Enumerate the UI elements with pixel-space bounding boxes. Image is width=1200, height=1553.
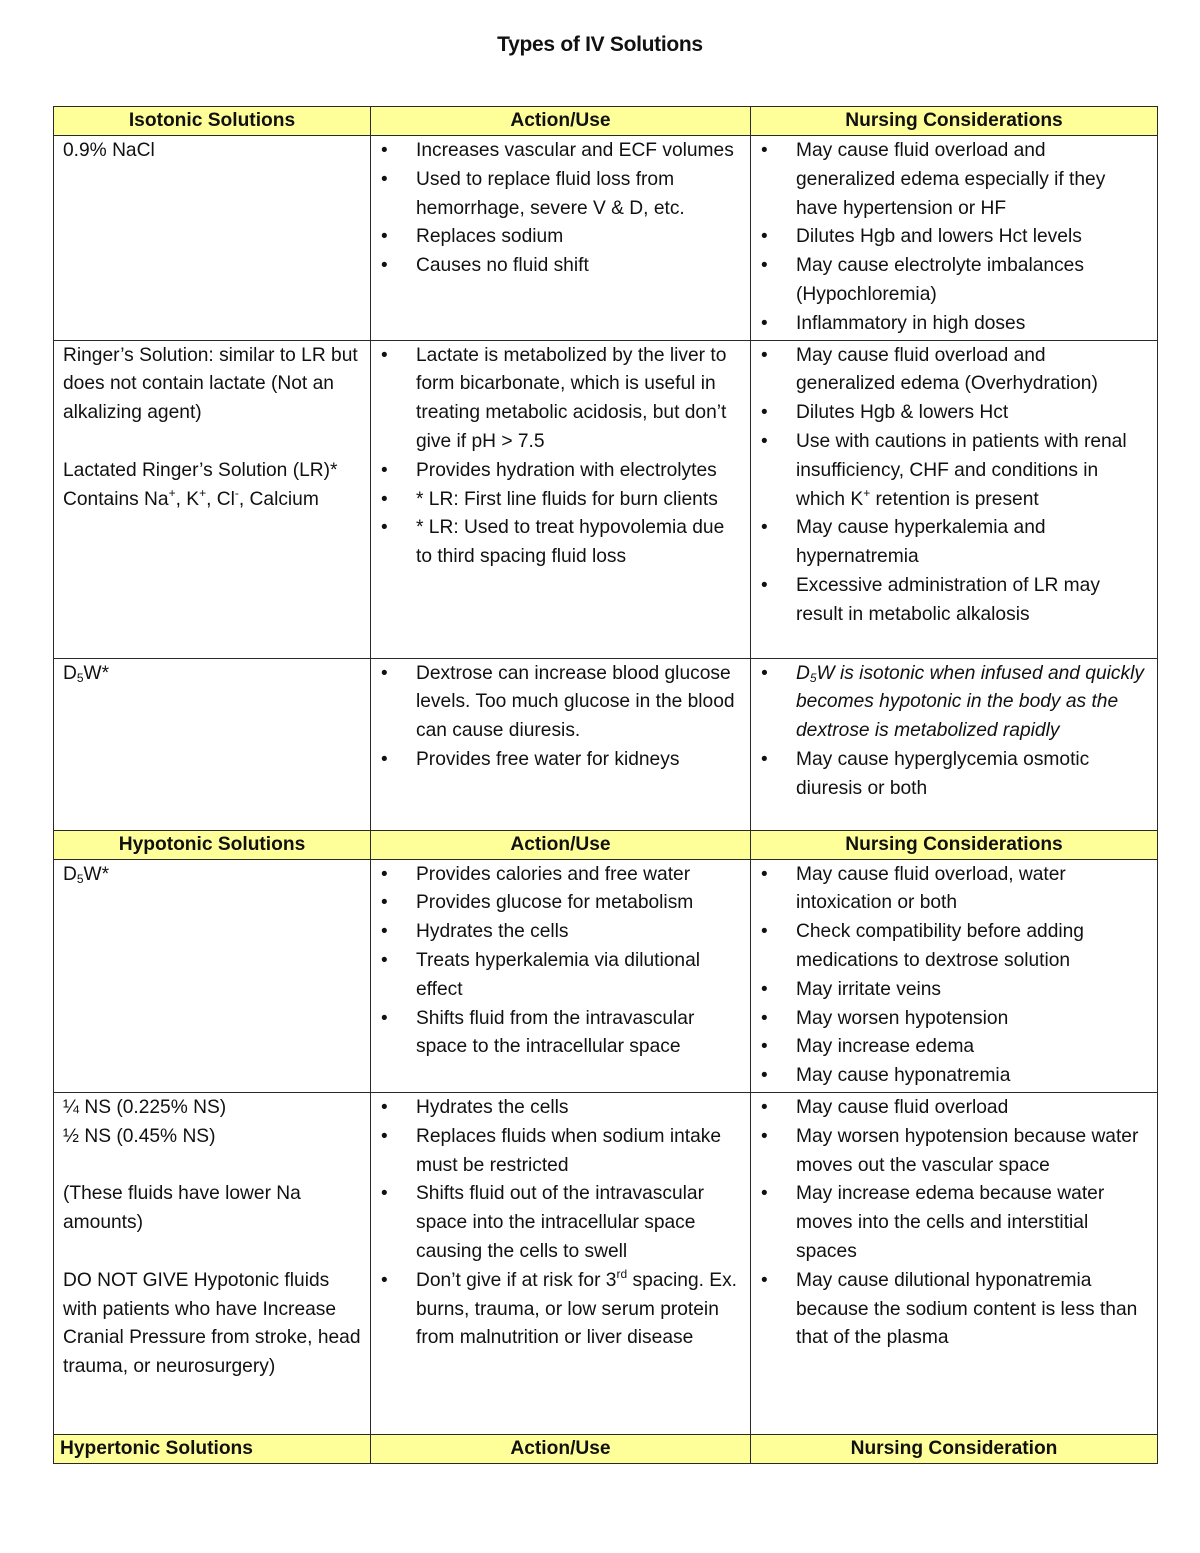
solution-warning: DO NOT GIVE Hypotonic fluids with patients who have Increase Cranial Pressure from stroke, head trauma, or neurosurgery) [63,1269,361,1378]
table-row [54,658,1158,830]
list-item: • Dextrose can increase blood glucose levels. Too much glucose in the blood can cause diuresis. [380,660,741,746]
solution-name: Ringer’s Solution: similar to LR but does not contain lactate (Not an alkalizing agent) [63,344,358,424]
list-item: • May cause hyponatremia [760,1062,1148,1091]
column-header-action: Action/Use [371,830,751,859]
solution-cell [54,340,371,658]
nursing-cell [751,340,1158,658]
list-item: • May cause fluid overload, water intoxication or both [760,861,1148,919]
list-item: • May increase edema because water moves into the cells and interstitial spaces [760,1180,1148,1266]
solution-cell [54,859,371,1092]
column-header-solution: Isotonic Solutions [54,107,371,136]
list-item: • Causes no fluid shift [380,252,741,281]
page-title: Types of IV Solutions [497,33,703,56]
column-header-solution: Hypotonic Solutions [54,830,371,859]
table-row [54,859,1158,1092]
nursing-cell [751,859,1158,1092]
list-item: • Replaces sodium [380,223,741,252]
list-item: • Excessive administration of LR may result in metabolic alkalosis [760,572,1148,630]
solution-name: $D_5W*$ [63,863,110,886]
list-item: • Provides glucose for metabolism [380,889,741,918]
list-item: • May worsen hypotension because water moves out the vascular space [760,1123,1148,1181]
list-item: • Shifts fluid from the intravascular space to the intracellular space [380,1005,741,1063]
list-item: • Used to replace fluid loss from hemorrhage, severe V & D, etc. [380,166,741,224]
solution-cell [54,658,371,830]
list-item: • * LR: First line fluids for burn clients [380,486,741,515]
list-item: • Inflammatory in high doses [760,310,1148,339]
solution-contents: Contains Na+, K+, Cl-, Calcium [63,485,319,510]
action-cell [371,340,751,658]
solution-name: Lactated Ringer’s Solution (LR)* [63,459,338,481]
list-item: • $D_5W$ is isotonic when infused and quickly becomes hypotonic in the body as the dextrose is metabolized rapidly [760,660,1148,746]
list-item: • Lactate is metabolized by the liver to form bicarbonate, which is useful in treating metabolic acidosis, but don’t give if pH > 7.5 [380,342,741,457]
list-item: • May cause fluid overload [760,1094,1148,1123]
list-item: • May irritate veins [760,976,1148,1005]
list-item: • Provides free water for kidneys [380,746,741,775]
solution-note: (These fluids have lower Na amounts) [63,1183,301,1234]
list-item: • Treats hyperkalemia via dilutional effect [380,947,741,1005]
list-item: • May cause hyperkalemia and hypernatremia [760,514,1148,572]
solution-name: ½ NS (0.45% NS) [63,1125,216,1147]
section-header-isotonic [54,107,1158,136]
action-cell [371,658,751,830]
list-item: • May cause dilutional hyponatremia because the sodium content is less than that of the plasma [760,1267,1148,1353]
nursing-cell [751,136,1158,341]
action-cell [371,136,751,341]
nursing-cell [751,1092,1158,1434]
list-item: • Dilutes Hgb and lowers Hct levels [760,223,1148,252]
table-row [54,1092,1158,1434]
list-item: • May cause fluid overload and generalized edema (Overhydration) [760,342,1148,400]
list-item: • Replaces fluids when sodium intake must be restricted [380,1123,741,1181]
list-item: • Shifts fluid out of the intravascular space into the intracellular space causing the cells to swell [380,1180,741,1266]
list-item: • Provides hydration with electrolytes [380,457,741,486]
column-header-action: Action/Use [371,1434,751,1463]
iv-solutions-table [53,106,1158,1464]
solution-name: $D_5W*$ [63,662,110,685]
action-cell [371,1092,751,1434]
list-item: • May increase edema [760,1033,1148,1062]
column-header-nursing: Nursing Considerations [751,107,1158,136]
list-item: • Check compatibility before adding medications to dextrose solution [760,918,1148,976]
list-item: • Hydrates the cells [380,1094,741,1123]
list-item: • May cause hyperglycemia osmotic diuresis or both [760,746,1148,804]
nursing-cell [751,658,1158,830]
column-header-solution: Hypertonic Solutions [54,1434,371,1463]
section-header-hypertonic [54,1434,1158,1463]
list-item: • Increases vascular and ECF volumes [380,137,741,166]
list-item: • Provides calories and free water [380,861,741,890]
list-item: • May cause fluid overload and generalized edema especially if they have hypertension or HF [760,137,1148,223]
list-item: • Hydrates the cells [380,918,741,947]
action-cell [371,859,751,1092]
solution-cell [54,1092,371,1434]
table-row [54,340,1158,658]
list-item: • * LR: Used to treat hypovolemia due to third spacing fluid loss [380,514,741,572]
column-header-nursing: Nursing Considerations [751,830,1158,859]
section-header-hypotonic [54,830,1158,859]
column-header-action: Action/Use [371,107,751,136]
solution-name: 0.9% NaCl [63,140,155,161]
list-item: • Use with cautions in patients with renal insufficiency, CHF and conditions in which K+ retention is present [760,428,1148,514]
list-item: • Dilutes Hgb & lowers Hct [760,399,1148,428]
table-row [54,136,1158,341]
list-item: • May worsen hypotension [760,1005,1148,1034]
solution-name: ¼ NS (0.225% NS) [63,1096,227,1118]
list-item: • May cause electrolyte imbalances (Hypochloremia) [760,252,1148,310]
list-item: • Don’t give if at risk for 3rd spacing. Ex. burns, trauma, or low serum protein from malnutrition or liver disease [380,1267,741,1353]
column-header-nursing: Nursing Consideration [751,1434,1158,1463]
solution-cell [54,136,371,341]
